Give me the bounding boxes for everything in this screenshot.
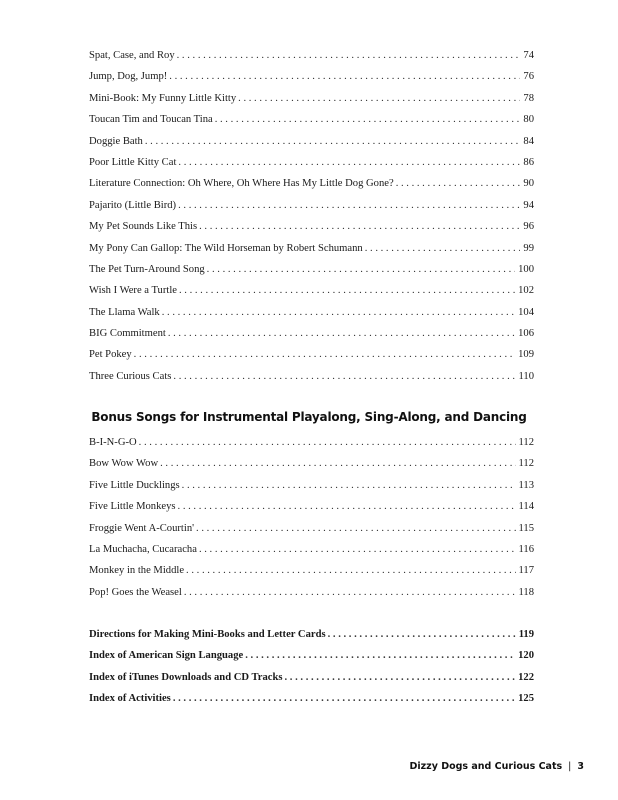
toc-leader-dots bbox=[178, 195, 520, 216]
toc-entry-page-number: 80 bbox=[523, 114, 534, 126]
toc-entry-page-number: 106 bbox=[518, 328, 534, 340]
toc-leader-dots bbox=[186, 560, 515, 581]
toc-entry-page-number: 78 bbox=[523, 92, 534, 104]
toc-entry-title: La Muchacha, Cucaracha bbox=[89, 543, 197, 555]
toc-entry bbox=[89, 518, 534, 539]
toc-entry-page-number: 110 bbox=[518, 370, 534, 382]
toc-entry-title: Monkey in the Middle bbox=[89, 565, 185, 577]
toc-leader-dots bbox=[207, 259, 515, 280]
toc-entry bbox=[89, 109, 534, 130]
toc-entry-title: Wish I Were a Turtle bbox=[89, 285, 177, 297]
toc-entry-page-number: 125 bbox=[518, 693, 534, 705]
page-footer bbox=[410, 761, 585, 772]
toc-entry-title: Five Little Monkeys bbox=[89, 501, 176, 513]
toc-entry-page-number: 114 bbox=[518, 501, 534, 513]
toc-entry-page-number: 120 bbox=[518, 650, 534, 662]
footer-page-number: 3 bbox=[577, 761, 584, 772]
toc-entry-page-number: 113 bbox=[518, 479, 534, 491]
toc-entry-title: B-I-N-G-O bbox=[89, 437, 137, 448]
toc-entry bbox=[89, 152, 534, 173]
toc-entry-title: Three Curious Cats bbox=[89, 370, 172, 382]
toc-leader-dots bbox=[328, 624, 516, 645]
toc-leader-dots bbox=[145, 131, 521, 152]
toc-entry-page-number: 117 bbox=[518, 565, 534, 577]
toc-leader-dots bbox=[182, 475, 516, 496]
toc-entry bbox=[89, 302, 534, 323]
toc-leader-dots bbox=[134, 344, 515, 365]
toc-entry bbox=[89, 131, 534, 152]
toc-leader-dots bbox=[215, 109, 521, 130]
toc-leader-dots bbox=[162, 302, 515, 323]
toc-entry-title: Pop! Goes the Weasel bbox=[89, 586, 182, 598]
toc-entry-title: BIG Commitment bbox=[89, 328, 166, 340]
toc-entry bbox=[89, 539, 534, 560]
toc-bonus-section bbox=[89, 432, 534, 603]
toc-entry-title: Pajarito (Little Bird) bbox=[89, 199, 177, 211]
toc-entry bbox=[89, 88, 534, 109]
toc-leader-dots bbox=[178, 496, 516, 517]
toc-entry bbox=[89, 280, 534, 301]
toc-leader-dots bbox=[177, 45, 521, 66]
toc-leader-dots bbox=[238, 88, 520, 109]
toc-entry-title: Toucan Tim and Toucan Tina bbox=[89, 114, 213, 126]
toc-entry bbox=[89, 624, 534, 645]
toc-entry bbox=[89, 688, 534, 709]
footer-book-title: Dizzy Dogs and Curious Cats bbox=[409, 761, 563, 772]
toc-entry-page-number: 112 bbox=[518, 458, 534, 470]
toc-entry-page-number: 112 bbox=[518, 437, 534, 448]
toc-entry-page-number: 122 bbox=[518, 671, 534, 683]
toc-entry-title: Froggie Went A-Courtin' bbox=[89, 522, 195, 534]
footer-separator: | bbox=[568, 761, 572, 772]
toc-entry-title: Index of iTunes Downloads and CD Tracks bbox=[89, 671, 283, 683]
toc-entry bbox=[89, 195, 534, 216]
toc-leader-dots bbox=[173, 688, 515, 709]
toc-leader-dots bbox=[169, 66, 520, 87]
toc-entry-page-number: 76 bbox=[523, 71, 534, 83]
toc-entry-page-number: 102 bbox=[518, 285, 534, 297]
toc-entry-page-number: 104 bbox=[518, 306, 534, 318]
toc-entry-title: Poor Little Kitty Cat bbox=[89, 156, 177, 168]
toc-leader-dots bbox=[396, 173, 521, 194]
toc-entry-page-number: 94 bbox=[523, 199, 534, 211]
toc-entry-page-number: 118 bbox=[518, 586, 534, 598]
toc-leader-dots bbox=[365, 238, 521, 259]
toc-entry-page-number: 84 bbox=[523, 135, 534, 147]
toc-leader-dots bbox=[168, 323, 515, 344]
toc-back-matter-section bbox=[89, 624, 534, 710]
toc-main-section bbox=[89, 45, 534, 387]
toc-entry-title: Doggie Bath bbox=[89, 135, 143, 147]
toc-entry bbox=[89, 216, 534, 237]
toc-entry-title: The Pet Turn-Around Song bbox=[89, 263, 205, 275]
toc-leader-dots bbox=[285, 667, 516, 688]
toc-entry-title: The Llama Walk bbox=[89, 306, 160, 318]
toc-entry-title: Index of Activities bbox=[89, 693, 171, 705]
toc-entry bbox=[89, 560, 534, 581]
toc-entry-page-number: 100 bbox=[518, 263, 534, 275]
toc-entry bbox=[89, 582, 534, 603]
toc-entry-title: Pet Pokey bbox=[89, 349, 132, 361]
toc-entry bbox=[89, 432, 534, 453]
toc-entry-page-number: 115 bbox=[518, 522, 534, 534]
toc-entry-title: Bow Wow Wow bbox=[89, 458, 159, 470]
toc-leader-dots bbox=[179, 280, 515, 301]
toc-entry bbox=[89, 645, 534, 666]
toc-entry-title: My Pony Can Gallop: The Wild Horseman by Robert Schumann bbox=[89, 242, 363, 254]
toc-entry bbox=[89, 173, 534, 194]
toc-entry bbox=[89, 366, 534, 387]
toc-entry bbox=[89, 475, 534, 496]
toc-entry-page-number: 119 bbox=[518, 629, 534, 640]
toc-leader-dots bbox=[196, 518, 515, 539]
toc-entry-title: Mini-Book: My Funny Little Kitty bbox=[89, 92, 237, 104]
toc-entry-page-number: 109 bbox=[518, 349, 534, 361]
toc-entry bbox=[89, 667, 534, 688]
toc-leader-dots bbox=[178, 152, 520, 173]
toc-entry bbox=[89, 344, 534, 365]
toc-entry-page-number: 74 bbox=[523, 50, 534, 61]
toc-entry-title: Spat, Case, and Roy bbox=[89, 50, 175, 61]
toc-leader-dots bbox=[173, 366, 515, 387]
toc-entry-title: My Pet Sounds Like This bbox=[89, 221, 198, 233]
toc-leader-dots bbox=[160, 453, 515, 474]
bonus-section-heading: Bonus Songs for Instrumental Playalong, Sing-Along, and Dancing bbox=[91, 410, 527, 424]
toc-leader-dots bbox=[184, 582, 516, 603]
toc-leader-dots bbox=[245, 645, 515, 666]
toc-leader-dots bbox=[199, 539, 516, 560]
toc-entry-page-number: 90 bbox=[523, 178, 534, 190]
toc-entry bbox=[89, 496, 534, 517]
toc-entry bbox=[89, 238, 534, 259]
toc-entry bbox=[89, 259, 534, 280]
toc-leader-dots bbox=[139, 432, 516, 453]
toc-entry bbox=[89, 323, 534, 344]
toc-leader-dots bbox=[199, 216, 520, 237]
toc-entry-title: Jump, Dog, Jump! bbox=[89, 71, 168, 83]
toc-entry-page-number: 116 bbox=[518, 543, 534, 555]
toc-entry-title: Literature Connection: Oh Where, Oh Where Has My Little Dog Gone? bbox=[89, 178, 394, 190]
toc-entry-page-number: 99 bbox=[523, 242, 534, 254]
toc-entry-title: Directions for Making Mini-Books and Letter Cards bbox=[89, 629, 326, 640]
toc-entry bbox=[89, 45, 534, 66]
toc-entry-title: Index of American Sign Language bbox=[89, 650, 244, 662]
toc-entry bbox=[89, 66, 534, 87]
toc-entry bbox=[89, 453, 534, 474]
toc-entry-page-number: 86 bbox=[523, 156, 534, 168]
toc-entry-title: Five Little Ducklings bbox=[89, 479, 180, 491]
toc-entry-page-number: 96 bbox=[523, 221, 534, 233]
